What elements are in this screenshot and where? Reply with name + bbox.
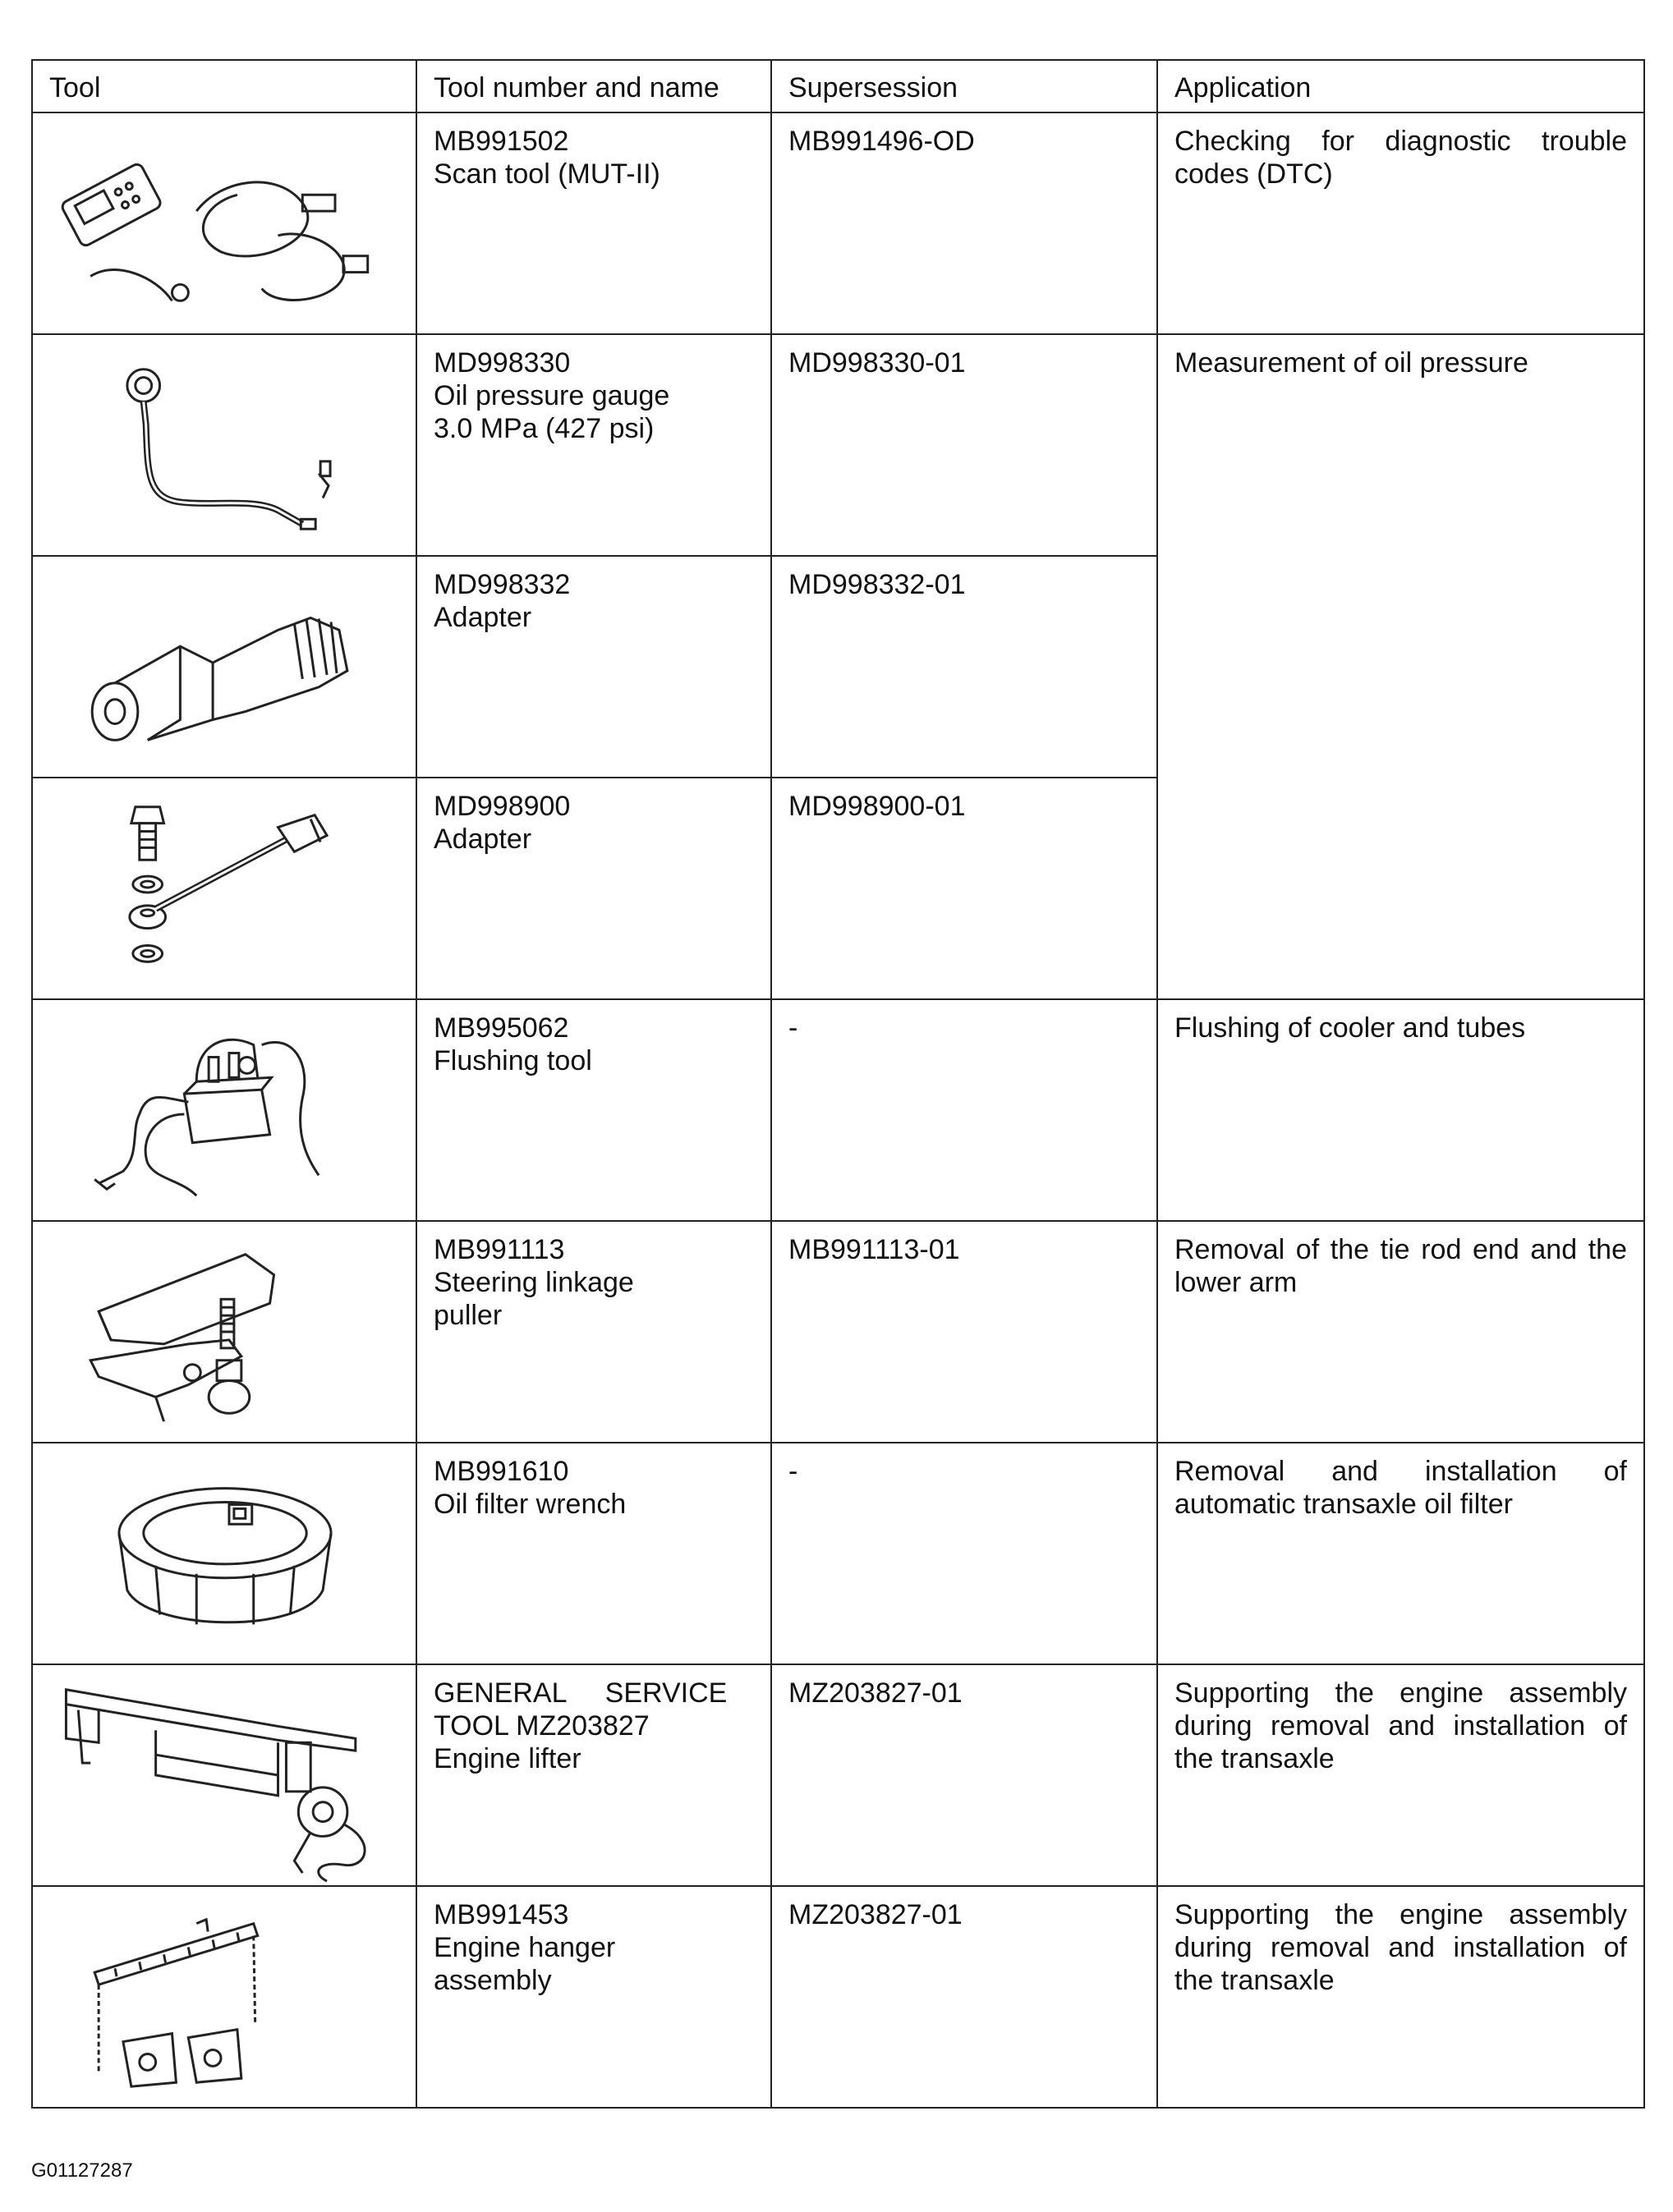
tool-number-name-cell [416,1443,771,1664]
table-row [32,112,1644,334]
tool-number: MB991453 [434,1899,569,1930]
engine-hanger-icon [33,1887,416,2107]
table-header-row [32,60,1644,112]
adapter-icon [33,557,416,777]
header-supersession: Supersession [771,60,1157,112]
tool-name: Flushing tool [434,1045,592,1076]
application-text: Measurement of oil pressure [1174,347,1528,379]
application-text: Supporting the engine assembly during removal and installation of the transaxle [1174,1677,1627,1774]
header-tool-number-name: Tool number and name [416,60,771,112]
table-row [32,1664,1644,1886]
tool-illustration-cell [32,999,416,1221]
tool-number-name-cell [416,334,771,556]
tool-illustration-cell [32,112,416,334]
tool-number-name-cell [416,778,771,999]
application-cell [1157,112,1644,334]
tool-name: Adapter [434,602,532,633]
tool-number: MB991113 [434,1234,565,1265]
tool-number: MB995062 [434,1012,569,1044]
table-row [32,1886,1644,2108]
supersession-cell: MZ203827-01 [771,1886,1157,2108]
table-row [32,1443,1644,1664]
tool-name: 3.0 MPa (427 psi) [434,413,655,444]
steering-linkage-puller-icon [33,1222,416,1442]
tool-name: Scan tool (MUT-II) [434,158,660,190]
tool-name: Steering linkage [434,1267,634,1298]
tool-number: MB991610 [434,1456,569,1487]
application-cell [1157,1664,1644,1886]
tool-illustration-cell [32,334,416,556]
tool-name: Adapter [434,824,532,855]
tool-number-name-cell [416,112,771,334]
tool-illustration-cell [32,1886,416,2108]
supersession-cell: MD998330-01 [771,334,1157,556]
tool-illustration-cell [32,778,416,999]
application-text: Removal and installation of automatic transaxle oil filter [1174,1456,1627,1520]
header-tool: Tool [32,60,416,112]
application-cell [1157,999,1644,1221]
oil-filter-wrench-icon [33,1443,416,1664]
supersession-cell: - [771,1443,1157,1664]
table-row [32,334,1644,556]
table-row [32,1221,1644,1443]
header-application: Application [1157,60,1644,112]
special-tools-sheet [31,59,1643,2109]
application-text: Flushing of cooler and tubes [1174,1012,1526,1044]
tool-name: Engine lifter [434,1743,581,1774]
tool-illustration-cell [32,1221,416,1443]
tool-name: assembly [434,1965,552,1996]
figure-code: G01127287 [31,2159,133,2182]
flushing-tool-icon [33,1000,416,1220]
tool-number: GENERAL SERVICE [434,1677,728,1709]
tool-number: MD998330 [434,347,571,379]
tool-number-name-cell [416,999,771,1221]
engine-lifter-icon [33,1665,416,1885]
application-cell [1157,1221,1644,1443]
tool-illustration-cell [32,1664,416,1886]
tools-table [31,59,1645,2109]
supersession-cell: MZ203827-01 [771,1664,1157,1886]
tool-illustration-cell [32,1443,416,1664]
application-text: Removal of the tie rod end and the lower arm [1174,1234,1627,1298]
tool-number: MB991502 [434,126,569,157]
tool-illustration-cell [32,556,416,778]
oil-pressure-gauge-icon [33,335,416,555]
tool-number-name-cell [416,1664,771,1886]
tool-name: Engine hanger [434,1932,616,1963]
application-cell [1157,1443,1644,1664]
supersession-cell: MD998900-01 [771,778,1157,999]
tool-name: Oil pressure gauge [434,380,670,411]
tool-number-name-cell [416,1221,771,1443]
tool-number: MD998900 [434,791,571,822]
supersession-cell: MB991113-01 [771,1221,1157,1443]
application-cell [1157,1886,1644,2108]
application-text: Supporting the engine assembly during removal and installation of the transaxle [1174,1899,1627,1996]
tool-number: MD998332 [434,569,571,600]
supersession-cell: MB991496-OD [771,112,1157,334]
adapter-hose-icon [33,778,416,998]
supersession-cell: MD998332-01 [771,556,1157,778]
tool-name: puller [434,1300,503,1331]
tool-name: Oil filter wrench [434,1489,627,1520]
application-text: Checking for diagnostic trouble codes (DTC) [1174,126,1627,190]
application-cell [1157,334,1644,999]
tool-number-name-cell [416,556,771,778]
supersession-cell: - [771,999,1157,1221]
scan-tool-icon [33,113,416,333]
tool-name: TOOL MZ203827 [434,1710,650,1742]
table-row [32,999,1644,1221]
tool-number-name-cell [416,1886,771,2108]
